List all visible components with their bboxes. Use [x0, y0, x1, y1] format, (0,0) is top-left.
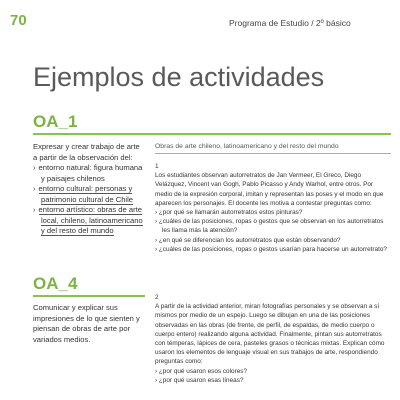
page-number: 70: [10, 12, 27, 29]
question-item: › ¿cuáles de las posiciones, ropas o gestos que se observan en los autorretratos les llama más la atención?: [155, 218, 384, 235]
oa1-bullet: [33, 205, 145, 237]
oa4-label: OA_4: [33, 274, 78, 293]
activity-2: [155, 293, 391, 385]
oa1-bullet-text: entorno cultural: personas y patrimonio cultural de Chile: [38, 184, 134, 204]
question-item: › ¿por qué se llamarán autorretratos estos pinturas?: [155, 209, 303, 217]
question-text: ¿en qué se diferencian los autorretratos que están observando?: [158, 236, 341, 244]
question-item: › ¿cuáles de las posiciones, ropas o gestos usarían para hacerse un autorretrato?: [155, 245, 387, 253]
oa1-bullet-text: entorno natural: figura humana y paisajes chilenos: [38, 163, 143, 183]
page-header: [0, 0, 400, 40]
activity-1: [155, 162, 391, 254]
activities-heading: Obras de arte chileno, latinoamericano y del resto del mundo: [155, 143, 339, 150]
question-text: ¿cuáles de las posiciones, ropas o gestos usarían para hacerse un autorretrato?: [158, 245, 387, 253]
oa4-objective: Comunicar y explicar sus impresiones de lo que sienten y piensan de obras de arte por variados medios.: [33, 303, 140, 344]
activity-text: A partir de la actividad anterior, miran fotografías personales y se observan a sí mismos por medio de un espejo. Luego se dibujan en una de las posiciones observadas en las obras (de frente, de perfil, de espaldas, de medio cuerpo o cuerpo entero) realizando alguna actividad. Finalmente, pintan sus autorretratos con témperas, lápices de cera, pasteles grasos o técnicas mixtas. Explican cómo usaron los elementos de lenguaje visual en sus trabajos de arte, respondiendo preguntas como:: [155, 303, 385, 366]
page-title: Ejemplos de actividades: [33, 62, 325, 92]
question-text: ¿cuáles de las posiciones, ropas o gestos que se observan en los autorretratos les llama más la atención?: [158, 218, 384, 235]
activity-number: 2: [155, 294, 159, 301]
oa1-rule: [33, 133, 391, 135]
arrow-icon: ›: [33, 163, 36, 172]
question-item: › ¿por qué usaron esas líneas?: [155, 376, 244, 384]
question-text: ¿por qué se llamarán autorretratos estos pinturas?: [158, 209, 303, 217]
question-text: ¿por qué usaron esos colores?: [158, 367, 248, 375]
oa1-label: OA_1: [33, 112, 78, 131]
activity-number: 1: [155, 163, 159, 170]
question-item: › ¿en qué se diferencian los autorretratos que están observando?: [155, 236, 341, 244]
oa1-bullet-text: entorno artístico: obras de arte local, chileno, latinoamericano y del resto del mundo: [38, 205, 143, 235]
question-text: ¿por qué usaron esas líneas?: [158, 376, 244, 384]
running-title: Programa de Estudio / 2º básico: [229, 18, 351, 28]
oa1-bullet: [33, 184, 145, 205]
activity-text: Los estudiantes observan autorretratos de Jan Vermeer, El Greco, Diego Velázquez, Vincent van Gogh, Pablo Picasso y Andy Warhol, entre otros. Por medio de la expresión corporal, imitan y representan las poses y el modo en que aparecen los personajes. El docente les motiva a contestar preguntas como:: [155, 172, 384, 207]
heading-divider: [155, 153, 391, 154]
arrow-icon: ›: [33, 205, 36, 214]
oa1-objective: [33, 142, 145, 237]
oa4-rule: [33, 295, 145, 297]
question-item: › ¿por qué usaron esos colores?: [155, 367, 248, 375]
arrow-icon: ›: [33, 184, 36, 193]
oa1-intro: Expresar y crear trabajo de arte a partir de la observación del:: [33, 142, 140, 162]
oa1-bullet: [33, 163, 145, 184]
